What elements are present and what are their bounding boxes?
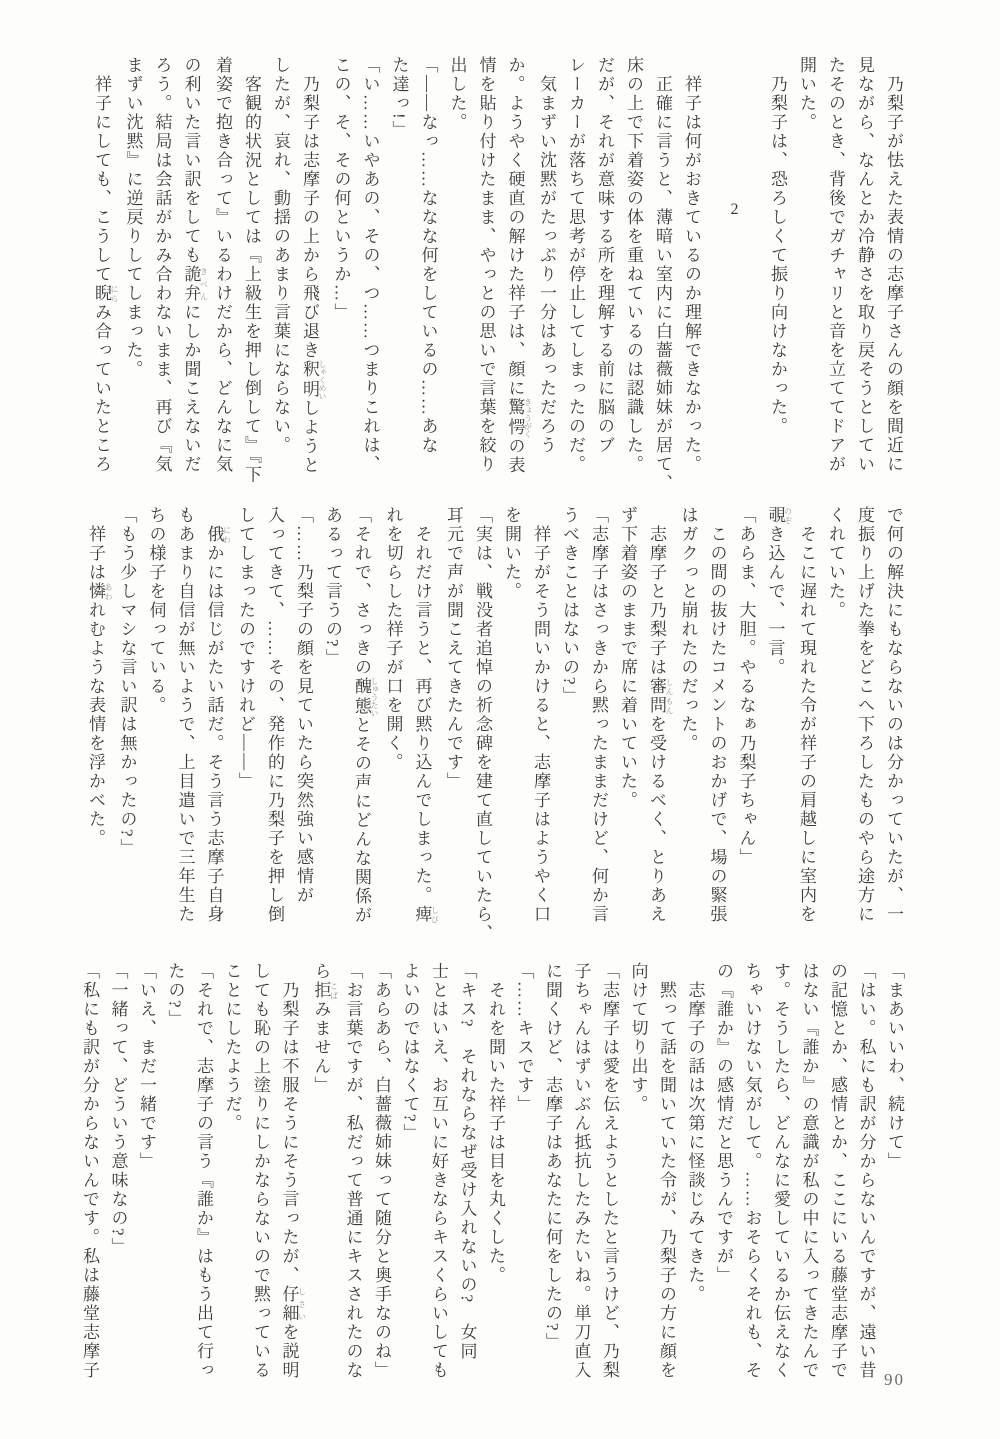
text-column: 乃梨子が怯えた表情の志摩子さんの顔を間近に [884,56,903,474]
text-column: 耳元で声が聞こえてきたんです」 [444,506,463,791]
text-column: 「それで、志摩子の言う『誰か』はもう出て行っ [194,962,213,1380]
text-column: 入ってきて、……その、発作的に乃梨子を押し倒 [265,506,284,924]
text-column: ことにしたようだ。 [222,962,242,1133]
text-column: はガクっと崩れたのだった。 [678,506,698,753]
text-column: だが、それが意味する所を理解する前に脳のブ [595,56,614,455]
text-band-bottom [75,962,909,1398]
text-column: 「あらあら、白薔薇姉妹って随分と奥手なのね」 [372,962,391,1380]
text-column: 志摩子と乃梨子は審問 しんもんを受けるべく、とりあえ [647,506,674,924]
text-column: 祥子は何がおきているのか理解できなかった。 [682,56,701,474]
text-column: 正確に言うと、薄暗い室内に白薔薇姉妹が居て、 [653,56,672,493]
text-column: 出した。 [447,56,467,132]
text-column: 向けて切り出す。 [628,962,648,1114]
text-column: れを切らした祥子が口を開く。 [383,506,403,772]
text-column: この間の抜けたコメントのおかげで、場の緊張 [707,506,727,924]
text-column: 祥子は憐 あわれむような表情を浮かべた。 [86,506,113,848]
text-column: もあまり自信が無いようで、上目遣いで三年生た [175,506,195,924]
text-column: ちゃいけない気がして。……おそらくそれも、そ [742,962,762,1380]
text-column: くれていた。 [826,506,845,620]
text-column: 「私にも訳が分からないんです。私は藤堂志摩子 [80,962,99,1380]
text-column: の『誰か』の感情だと思うんですが」 [714,962,733,1285]
text-column: ちの様子を伺っている。 [146,506,166,715]
text-column: 情を貼り付けたまま、やっとの思いで言葉を絞り [476,56,496,474]
text-column: で何の解決にもならないのは分かっていたが、一 [884,506,903,924]
text-column: たそのとき、背後でガチャリと音を立ててドアが [826,56,845,474]
text-column: したが、哀れ、動揺のあまり言葉にならない。 [271,56,290,455]
text-column: それだけ言うと、再び黙り込んでしまった。痺 しび [412,506,440,924]
text-column: 「キス? それならなぜ受け入れないの? 女同 [457,962,477,1362]
text-column: 床の上で下着姿の体を重ねているのは認識した。 [624,56,643,474]
text-column: うべきことはないの?」 [560,506,579,706]
text-column: まずい沈黙』に逆戻りしてしまった。 [123,56,143,379]
text-column: 「あらま、大胆。やるなぁ乃梨子ちゃん」 [736,506,756,867]
text-column: 「もう少しマシな言い訳は無かったの?」 [117,506,137,858]
text-column: はない『誰か』の意識が私の中に入ってきたんで [799,962,819,1380]
text-column: 見ながら、なんとか冷静さを取り戻そうとしてい [855,56,874,474]
text-column: それを聞いた祥子は目を丸くした。 [486,962,505,1285]
text-column: 「いえ、まだ一緒です」 [137,962,156,1171]
text-column: 気まずい沈黙がたっぷり一分はあっただろう [537,56,556,455]
text-band-top [87,56,908,492]
text-column: たの?」 [165,962,185,1029]
text-column: 祥子がそう問いかけると、志摩子はようやく口 [531,506,550,924]
text-column: た達っ!」 [389,56,409,140]
text-column: 度振り上げた拳をどこへ下ろしたものやら途方に [855,506,874,924]
text-column: あるって言うの?」 [323,506,342,668]
text-column: 「まあいいわ、続けて」 [885,962,904,1171]
text-column: 「い……いやあの、その、つ……つまりこれは、 [360,56,380,474]
text-column: に聞くけど、志摩子はあなたに何をしたの?」 [543,962,562,1352]
text-column: ろう。結局は会話がかみ合わないまま、再び『気 [152,56,172,474]
text-column: しても恥の上塗りにしかならないので黙っている [251,962,270,1380]
page-number: 90 [884,1370,905,1389]
text-column: よいのではなくて?」 [400,962,420,1143]
text-column: 「……キスです」 [514,962,534,1114]
text-column: か。ようやく硬直の解けた祥子は、顔に驚愕 きょうがくの表 [505,56,533,475]
text-column: 子ちゃんはずいぶん抵抗したみたいね。単刀直入 [571,962,591,1380]
text-column: す。そうしたら、どんなに愛しているか伝えなく [771,962,790,1380]
text-column: 着姿で抱き合って』いるわけだから、どんなに気 [213,56,232,474]
section-number-heading: 2 [726,201,743,218]
text-column: を開いた。 [502,506,521,601]
text-band-middle [81,506,908,942]
text-column: 乃梨子は志摩子の上から飛び退き釈明 しゃくめいしようと [300,56,327,475]
text-column: レーカーが落ちて思考が停止してしまったのだ。 [566,56,585,474]
text-column: 志摩子の話は次第に怪談じみてきた。 [685,962,705,1304]
text-column: 「志摩子は愛を伝えようとしたと言うけど、乃梨 [600,962,619,1380]
text-column: そこに遅れて現れた令が祥子の肩越しに室内を [797,506,816,924]
text-column: 「志摩子はさっきから黙ったままだけど、何か言 [589,506,608,924]
text-column: 祥子にしても、こうして睨 にらみ合っていたところ [92,56,119,474]
text-column: 「実は、戦没者追悼の祈念碑を建て直していたら、 [473,506,492,943]
text-column: 俄 にわかには信じがたい話だ。そう言う志摩子自身 [204,525,232,924]
text-column: ら拒 こばみません」 [311,962,339,1095]
text-column: 乃梨子は不服そうにそう言ったが、仔細 しさいを説明 [279,962,307,1380]
text-column: ず下着姿のままで席に着いていた。 [618,506,637,810]
text-column: 「――なっ……ななな何をしているの……あな [418,56,438,455]
text-column: 乃梨子は、恐ろしくて振り向けなかった。 [768,56,787,436]
text-column: 「それで、さっきの醜態 しゅうたいとその声にどんな関係が [352,506,379,925]
text-column: の利いた言い訳をしても詭弁 きべんにしか聞こえないだ [181,56,209,474]
text-column: この、そ、その何というか…」 [331,56,351,322]
text-column: 開いた。 [797,56,816,132]
text-column: 「一緒って、どういう意味なの?」 [108,962,128,1257]
text-column: 士とはいえ、お互いに好きならキスくらいしても [429,962,448,1380]
text-column: 覗 のぞき込んで、一言。 [765,506,793,677]
text-column: 「……乃梨子の顔を見ていたら突然強い感情が [294,506,313,905]
text-column: 黙って話を聞いていた令が、乃梨子の方に顔を [657,962,676,1380]
text-column: 「はい。私にも訳が分からないんですが、遠い昔 [856,962,876,1380]
text-column: 客観的状況としては『上級生を押し倒して』『下 [242,56,261,485]
text-column: してしまったのですけれど――」 [236,506,255,791]
text-column: の記憶とか、感情とか、ここにいる藤堂志摩子で [828,962,847,1380]
text-column: 「お言葉ですが、私だって普通にキスされたのな [343,962,363,1380]
